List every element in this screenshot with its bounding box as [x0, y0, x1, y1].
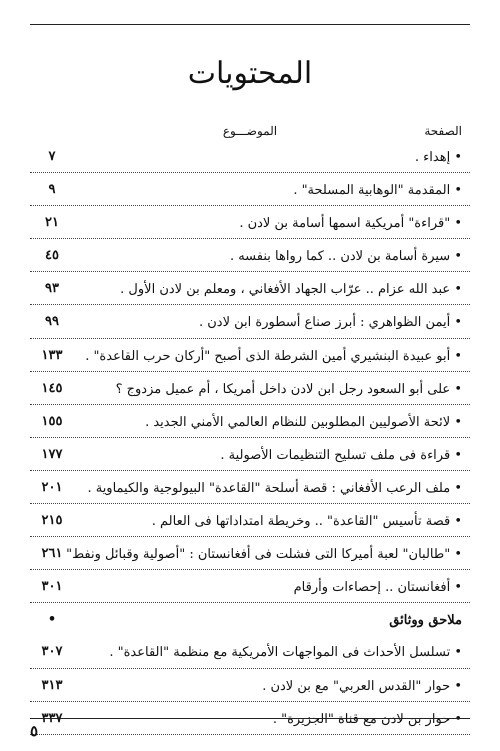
toc-entry-title: • قراءة فى ملف تسليح التنظيمات الأصولية .	[220, 447, 462, 463]
toc-entry-page: ١٣٣	[41, 347, 63, 363]
toc-entry-title: • "طالبان" لعبة أميركا التى فشلت فى أفغانستان : "أصولية وقبائل ونفط"	[66, 547, 462, 563]
toc-entry-page: ٢١	[45, 215, 59, 231]
toc-entry-title: • ملف الرعب الأفغاني : قصة أسلحة "القاعدة" البيولوجية والكيماوية .	[87, 480, 462, 496]
toc-entry-page: ٣٠١	[41, 579, 63, 595]
toc-entry-title: • سيرة أسامة بن لادن .. كما رواها بنفسه .	[229, 249, 462, 265]
toc-entry	[30, 140, 470, 173]
toc-entry-page: ١٤٥	[41, 380, 63, 396]
toc-entry-title: • على أبو السعود رجل ابن لادن داخل أمريكا ، أم عميل مزدوج ؟	[115, 381, 462, 397]
toc-entry-title: • لائحة الأصوليين المطلوبين للنظام العالمي الأمني الجديد .	[145, 414, 462, 430]
toc-entry-page: ١٧٧	[41, 446, 63, 462]
toc-entry	[30, 537, 470, 570]
toc-section-title: ملاحق ووثائق	[389, 613, 462, 629]
toc-entry-title: • "قراءة" أمريكية اسمها أسامة بن لادن .	[239, 216, 462, 232]
toc-entry-title: • حوار بن لادن مع قناة "الجزيرة" .	[272, 711, 462, 727]
page-column-header: الصفحة	[424, 124, 462, 138]
toc-entry-title: • حوار "القدس العربي" مع بن لادن .	[262, 678, 462, 694]
table-of-contents	[30, 140, 470, 735]
toc-entry-page: ٩٩	[45, 314, 59, 330]
toc-entry	[30, 239, 470, 272]
toc-entry-page: ١٥٥	[41, 413, 63, 429]
toc-entry	[30, 438, 470, 471]
top-rule	[30, 24, 470, 25]
toc-entry	[30, 570, 470, 603]
toc-section-heading	[30, 603, 470, 635]
toc-entry-page: ٣٠٧	[41, 644, 63, 660]
toc-entry-title: • إهداء .	[414, 150, 462, 165]
toc-entry	[30, 471, 470, 504]
toc-entry	[30, 305, 470, 338]
toc-entry	[30, 504, 470, 537]
toc-entry	[30, 339, 470, 372]
toc-entry-page: ٤٥	[45, 248, 59, 264]
toc-entry-page: ٩	[48, 182, 56, 198]
toc-entry-title: • أفغانستان .. إحصاءات وأرقام	[293, 580, 462, 596]
toc-entry	[30, 669, 470, 702]
toc-entry	[30, 272, 470, 305]
toc-entry-title: • أبو عبيدة البنشيري أمين الشرطة الذى أصبح "أركان حرب القاعدة" .	[85, 348, 462, 364]
toc-entry-page: ٢١٥	[41, 513, 63, 529]
toc-entry	[30, 405, 470, 438]
toc-entry-page: ٢٠١	[41, 479, 63, 495]
toc-entry	[30, 173, 470, 206]
toc-entry-title: • المقدمة "الوهابية المسلحة" .	[293, 183, 462, 199]
toc-entry-page: ٧	[48, 149, 56, 164]
toc-entry	[30, 635, 470, 668]
topic-column-header: الموضـــوع	[222, 124, 278, 138]
page-title: المحتويات	[187, 56, 313, 91]
page-number: ٥	[30, 722, 39, 740]
toc-entry-title: • أيمن الظواهري : أبرز صناع أسطورة ابن لادن .	[199, 315, 462, 331]
toc-entry-title: • تسلسل الأحداث فى المواجهات الأمريكية مع منظمة "القاعدة" .	[109, 645, 462, 661]
toc-entry-title: • قصة تأسيس "القاعدة" .. وخريطة امتداداتها فى العالم .	[151, 514, 462, 530]
toc-section-marker: •	[47, 612, 57, 628]
toc-entry	[30, 206, 470, 239]
bottom-rule	[30, 718, 470, 719]
toc-entry	[30, 372, 470, 405]
toc-entry-page: ٣٣٧	[41, 710, 63, 726]
toc-entry-page: ٩٣	[45, 281, 59, 297]
toc-entry-page: ٣١٣	[41, 677, 63, 693]
toc-entry-page: ٢٦١	[41, 546, 63, 562]
toc-entry-title: • عبد الله عزام .. عرّاب الجهاد الأفغاني ، ومعلم بن لادن الأول .	[120, 282, 462, 298]
